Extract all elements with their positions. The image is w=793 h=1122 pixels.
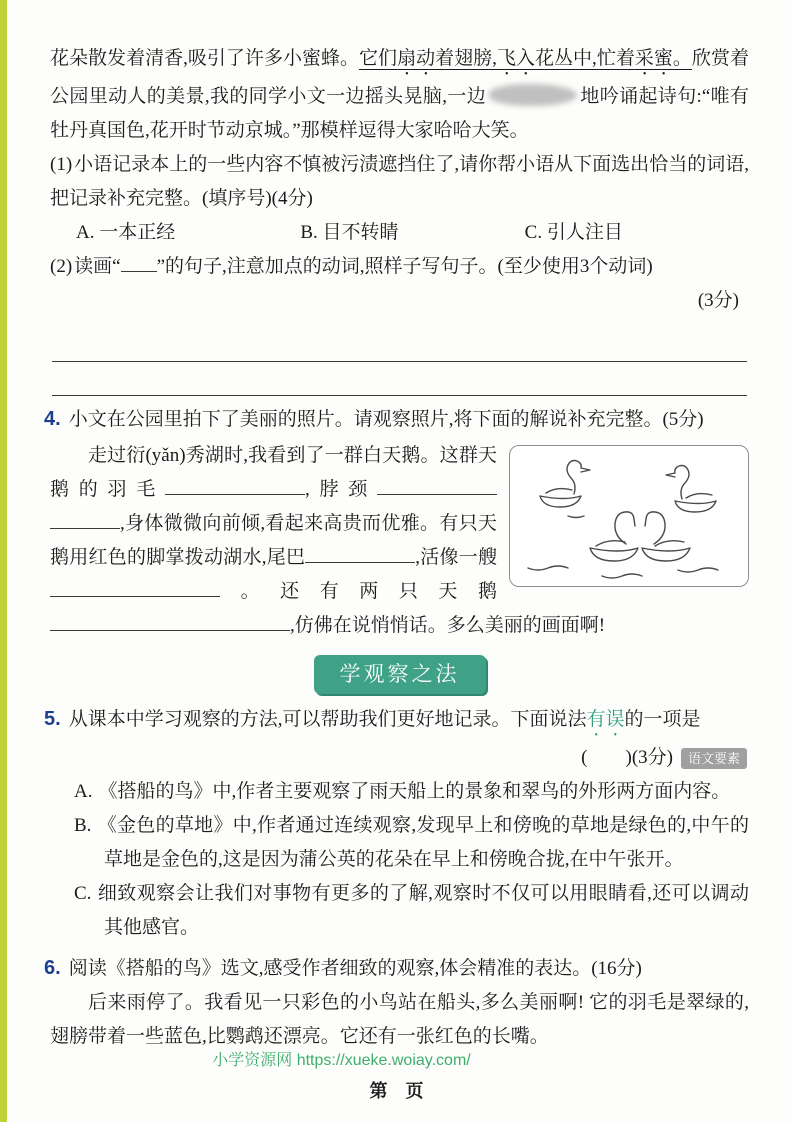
section-badge: 学观察之法 xyxy=(314,655,486,694)
q1-option-row xyxy=(50,216,749,250)
q4-text-seg: ,活像一艘 xyxy=(415,547,497,568)
answer-writing-line xyxy=(52,362,747,396)
q5-option-b-label: B. xyxy=(74,815,92,836)
swan-illustration xyxy=(510,446,748,586)
score-label: (3分) xyxy=(697,290,739,311)
underlined-seg: 花丛中,忙着 xyxy=(535,48,635,69)
subquestion-2 xyxy=(50,250,749,284)
question-6-stem xyxy=(44,951,749,986)
q5-answer-row xyxy=(50,741,749,775)
q1-option-c: C. 引人注目 xyxy=(524,222,623,243)
q5-option-b xyxy=(74,809,749,877)
subquestion-1-text: 小语记录本上的一些内容不慎被污渍遮挡住了,请你帮小语从下面选出恰当的词语,把记录补充完整。(填序号)(4分) xyxy=(50,154,749,209)
q4-text-seg: 。还有两只天鹅 xyxy=(220,581,497,602)
intro-paragraph xyxy=(50,42,749,148)
question-6-text: 阅读《搭船的鸟》选文,感受作者细致的观察,体会精准的表达。(16分) xyxy=(68,958,642,979)
swan-photo xyxy=(509,445,749,587)
q1-option-a: A. 一本正经 xyxy=(76,222,176,243)
answer-blank xyxy=(377,478,497,495)
quoted-line-blank xyxy=(121,255,157,272)
question-5-text-pre: 从课本中学习观察的方法,可以帮助我们更好地记录。下面说法 xyxy=(68,709,587,730)
subquestion-2-text-pre: 读画“ xyxy=(74,256,121,277)
intro-text-2: 欣赏着公园里动人的美景,我的同学小文一边摇头晃脑,一边 xyxy=(50,48,749,107)
footer-site-link: 小学资源网 https://xueke.woiay.com/ xyxy=(212,1052,471,1069)
footer-page-number: 第 页 xyxy=(369,1081,424,1101)
answer-blank xyxy=(305,546,415,563)
answer-parentheses: ( )(3分) xyxy=(581,747,673,768)
question-6-number: 6. xyxy=(44,957,61,979)
answer-blank xyxy=(165,478,305,495)
q5-option-b-text: 《金色的草地》中,作者通过连续观察,发现早上和傍晚的草地是绿色的,中午的草地是金色的,这是因为蒲公英的花朵在早上和傍晚合拢,在中午张开。 xyxy=(97,815,749,870)
subquestion-2-text-post: ”的句子,注意加点的动词,照样子写句子。(至少使用3个动词) xyxy=(156,256,653,277)
question-4-number: 4. xyxy=(44,408,61,430)
answer-blank xyxy=(50,512,120,529)
question-4-stem xyxy=(44,402,749,437)
reading-passage: 后来雨停了。我看见一只彩色的小鸟站在船头,多么美丽啊! 它的羽毛是翠绿的,翅膀带着一些蓝色,比鹦鹉还漂亮。它还有一张红色的长嘴。 xyxy=(50,992,749,1047)
question-4-text: 小文在公园里拍下了美丽的照片。请观察照片,将下面的解说补充完整。(5分) xyxy=(68,409,704,430)
q5-option-a-label: A. xyxy=(74,781,93,802)
question-5-stem xyxy=(44,702,749,741)
q4-text-seg: ,脖颈 xyxy=(304,479,377,500)
dotted-verb: 采蜜 xyxy=(634,48,673,69)
underlined-seg: 着翅膀, xyxy=(435,48,497,69)
question-5-number: 5. xyxy=(44,708,61,730)
intro-text-1: 花朵散发着清香,吸引了许多小蜜蜂。 xyxy=(50,48,360,69)
question-4-body xyxy=(50,439,749,643)
ink-stain xyxy=(489,84,577,106)
underlined-seg: 它们 xyxy=(359,48,398,69)
curriculum-tag-badge: 语文要素 xyxy=(681,748,747,769)
subquestion-1-label: (1) xyxy=(50,154,73,175)
q5-option-a-text: 《搭船的鸟》中,作者主要观察了雨天船上的景象和翠鸟的外形两方面内容。 xyxy=(98,781,731,802)
q5-option-c-text: 细致观察会让我们对事物有更多的了解,观察时不仅可以用眼睛看,还可以调动其他感官。 xyxy=(97,883,749,938)
underlined-seg: 。 xyxy=(672,48,692,69)
answer-blank xyxy=(50,580,220,597)
q2-score-line xyxy=(50,284,749,318)
underlined-sentence xyxy=(359,48,692,69)
dotted-verb: 飞入 xyxy=(496,48,535,69)
answer-blank xyxy=(50,614,290,631)
q4-text-seg: ,仿佛在说悄悄话。多么美丽的画面啊! xyxy=(290,615,606,636)
q1-option-b: B. 目不转睛 xyxy=(300,222,399,243)
answer-writing-line xyxy=(52,328,747,362)
page-edge-stripe xyxy=(0,0,7,1122)
intro-text-3: 地吟诵起诗句:“唯有牡丹真国色,花开时节动京城。”那模样逗得大家哈哈大笑。 xyxy=(50,86,749,141)
subquestion-2-label: (2) xyxy=(50,256,73,277)
dotted-verb: 扇动 xyxy=(397,48,436,69)
q5-option-c xyxy=(74,877,749,945)
q4-text-seg: ,身体微微向前倾,看起来高贵而优雅。有只天鹅用红色的脚掌拨动湖水,尾巴 xyxy=(50,513,497,568)
highlighted-term: 有误 xyxy=(586,709,625,730)
q5-option-c-label: C. xyxy=(74,883,92,904)
q4-text-seg: 走过衍(yǎn)秀湖时,我看到了一群白天鹅。这群天鹅的羽毛 xyxy=(50,445,497,500)
question-5-text-post: 的一项是 xyxy=(624,709,701,730)
q5-option-a xyxy=(74,775,749,809)
subquestion-1 xyxy=(50,148,749,216)
